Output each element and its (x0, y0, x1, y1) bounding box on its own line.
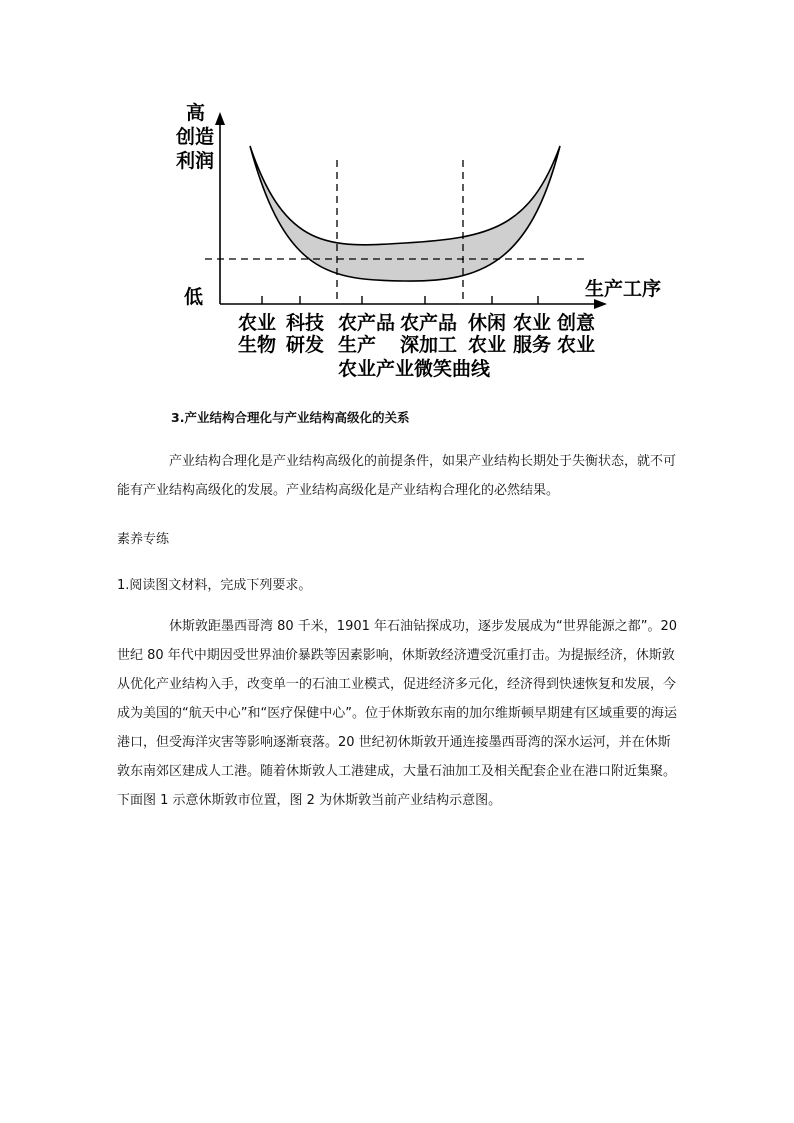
y-axis-bottom-label: 低 (184, 286, 204, 308)
material-paragraph (117, 612, 682, 815)
stage-label: 农产品 生产 (338, 312, 396, 356)
stage-label: 科技 研发 (286, 312, 325, 356)
y-axis-label-line2: 利润 (176, 150, 215, 172)
stage-label: 农业 服务 (513, 312, 552, 356)
section-paragraph-text: 产业结构合理化是产业结构高级化的前提条件，如果产业结构长期处于失衡状态，就不可能有产业结构高级化的发展。产业结构高级化是产业结构合理化的必然结果。 (117, 454, 677, 498)
stage-label: 农产品 深加工 (400, 312, 458, 356)
x-axis-arrow (594, 299, 607, 309)
y-axis-arrow (215, 112, 225, 125)
y-axis-top-label: 高 (186, 102, 206, 124)
figure-caption: 农业产业微笑曲线 (338, 358, 491, 380)
smile-curve-figure (170, 100, 690, 390)
section-paragraph (117, 447, 682, 505)
practice-title: 素养专练 (117, 532, 170, 547)
stage-label: 休闲 农业 (468, 312, 507, 356)
section-heading: 3.产业结构合理化与产业结构高级化的关系 (171, 410, 410, 425)
smile-curve-band (250, 146, 560, 281)
practice-question: 1.阅读图文材料，完成下列要求。 (117, 578, 312, 593)
x-axis-ticks (262, 296, 538, 304)
stage-label: 创意 农业 (557, 312, 596, 356)
x-axis-label: 生产工序 (585, 278, 662, 300)
material-paragraph-text: 休斯敦距墨西哥湾 80 千米，1901 年石油钻探成功，逐步发展成为“世界能源之都”。20 世纪 80 年代中期因受世界油价暴跌等因素影响，休斯敦经济遭受沉重打击。为提振经济，休斯敦从优化产业结构入手，改变单一的石油工业模式，促进经济多元化，经济得到快速恢复和发展，今成为美国的“航天中心”和“医疗保健中心”。位于休斯敦东南的加尔维斯顿早期建有区域重要的海运港口，但受海洋灾害等影响逐渐衰落。20 世纪初休斯敦开通连接墨西哥湾的深水运河，并在休斯敦东南郊区建成人工港。随着休斯敦人工港建成，大量石油加工及相关配套企业在港口附近集聚。下面图 1 示意休斯敦市位置，图 2 为休斯敦当前产业结构示意图。 (117, 619, 678, 808)
y-axis-label-line1: 创造 (176, 126, 215, 148)
stage-label: 农业 生物 (238, 312, 277, 356)
